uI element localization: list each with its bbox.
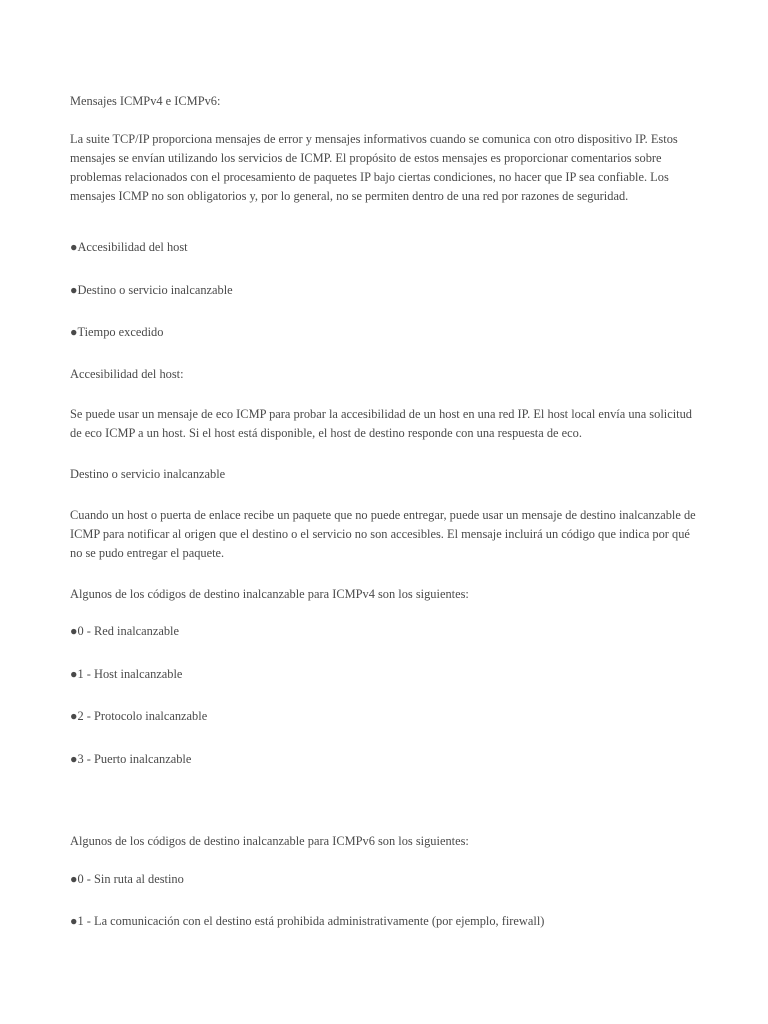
- icmpv4-code-item: ●1 - Host inalcanzable: [70, 667, 183, 681]
- icmpv6-codes-intro: Algunos de los códigos de destino inalcanzable para ICMPv6 son los siguientes:: [70, 834, 469, 848]
- section-heading-icmp-messages: Mensajes ICMPv4 e ICMPv6:: [70, 94, 221, 108]
- bullet-time-exceeded: ●Tiempo excedido: [70, 325, 164, 339]
- icmpv4-code-item: ●0 - Red inalcanzable: [70, 624, 179, 638]
- bullet-host-accessibility: ●Accesibilidad del host: [70, 240, 188, 254]
- icmpv4-code-item: ●3 - Puerto inalcanzable: [70, 752, 192, 766]
- icmpv4-codes-intro: Algunos de los códigos de destino inalcanzable para ICMPv4 son los siguientes:: [70, 587, 469, 601]
- icmpv6-code-item: ●1 - La comunicación con el destino está prohibida administrativamente (por ejemplo, firewall): [70, 914, 545, 928]
- bullet-destination-unreachable: ●Destino o servicio inalcanzable: [70, 283, 233, 297]
- host-accessibility-paragraph: Se puede usar un mensaje de eco ICMP para probar la accesibilidad de un host en una red IP. El host local envía una solicitud de eco ICMP a un host. Si el host está disponible, el host de destino responde con una respuesta de eco.: [70, 407, 692, 440]
- section-heading-destination-unreachable: Destino o servicio inalcanzable: [70, 467, 226, 481]
- section-heading-host-accessibility: Accesibilidad del host:: [70, 367, 184, 381]
- destination-unreachable-paragraph: Cuando un host o puerta de enlace recibe un paquete que no puede entregar, puede usar un mensaje de destino inalcanzable de ICMP para notificar al origen que el destino o el servicio no son accesibles. El mensaje incluirá un código que indica por qué no se pudo entregar el paquete.: [70, 508, 696, 560]
- icmpv4-code-item: ●2 - Protocolo inalcanzable: [70, 709, 208, 723]
- icmpv6-code-item: ●0 - Sin ruta al destino: [70, 872, 184, 886]
- intro-paragraph: La suite TCP/IP proporciona mensajes de error y mensajes informativos cuando se comunica con otro dispositivo IP. Estos mensajes se envían utilizando los servicios de ICMP. El propósito de estos mensajes es proporcionar comentarios sobre problemas relacionados con el procesamiento de paquetes IP bajo ciertas condiciones, no hacer que IP sea confiable. Los mensajes ICMP no son obligatorios y, por lo general, no se permiten dentro de una red por razones de seguridad.: [70, 132, 678, 203]
